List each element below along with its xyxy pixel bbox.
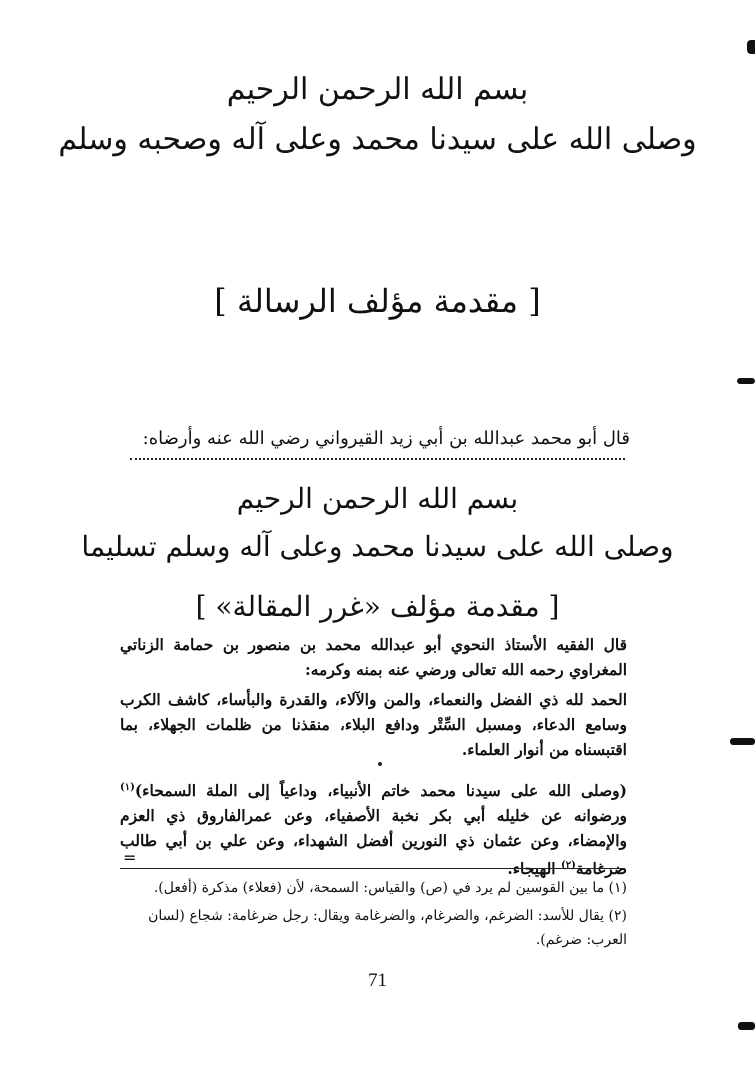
margin-mark: =	[123, 848, 137, 867]
footnote-rule	[120, 868, 625, 869]
paragraph-salat-part-c: الهيجاء.	[507, 859, 561, 879]
footnote-2: (٢) يقال للأسد: الضرغم، والضرغام، والضرغامة ويقال: رجل ضرغامة: شجاع (لسان العرب: ضرغم).	[148, 908, 627, 948]
header-basmala: بسم الله الرحمن الرحيم	[226, 72, 529, 107]
paragraph-author: قال الفقيه الأستاذ النحوي أبو عبدالله محمد بن منصور بن حمامة الزناتي المغراوي رحمه الله تعالى ورضي عنه بمنه وكرمه:	[120, 635, 627, 679]
paragraph-salat	[120, 775, 627, 881]
paragraph-hamd: الحمد لله ذي الفضل والنعماء، والمن والآلاء، والقدرة والبأساء، كاشف الكرب وسامع الدعاء، ومسبل السِّتْر ودافع البلاء، منقذنا من ظلمات الجهلاء، بما اقتبسناه من أنوار العلماء.	[120, 690, 627, 759]
section-title: [ مقدمة مؤلف «غرر المقالة» ]	[195, 590, 560, 623]
footnote-ref-1: (١)	[120, 782, 135, 793]
paragraph-salat-part-b: ورضوانه عن خليله أبي بكر نخبة الأصفياء، وعن عمرالفاروق ذي العزم والإمضاء، وعن عثمان ذي النورين أفضل الشهداء، وعن علي بن أبي طالب ضرغامة	[120, 806, 627, 879]
header-salat: وصلى الله على سيدنا محمد وعلى آله وصحبه وسلم	[58, 122, 697, 157]
section-basmala: بسم الله الرحمن الرحيم	[236, 482, 519, 515]
dotted-divider	[130, 458, 625, 460]
footnote-ref-2: (٢)	[561, 860, 576, 872]
intro-line: قال أبو محمد عبدالله بن أبي زيد القيرواني رضي الله عنه وأرضاه:	[142, 428, 630, 449]
scan-edge-mark	[738, 1022, 755, 1030]
paragraph-salat-part-a: (وصلى الله على سيدنا محمد خاتم الأنبياء، وداعياً إلى الملة السمحاء)	[134, 781, 627, 801]
page-title: [ مقدمة مؤلف الرسالة ]	[214, 282, 541, 320]
scan-edge-mark	[730, 738, 755, 745]
scan-speck	[378, 762, 382, 766]
footnote-1: (١) ما بين القوسين لم يرد في (ص) والقياس: السمحة، لأن (فعلاء) مذكرة (أفعل).	[153, 880, 627, 896]
page-number: 71	[368, 970, 387, 991]
section-salat: وصلى الله على سيدنا محمد وعلى آله وسلم تسليما	[81, 530, 674, 563]
scan-edge-mark	[737, 378, 755, 384]
scan-edge-mark	[747, 40, 755, 54]
